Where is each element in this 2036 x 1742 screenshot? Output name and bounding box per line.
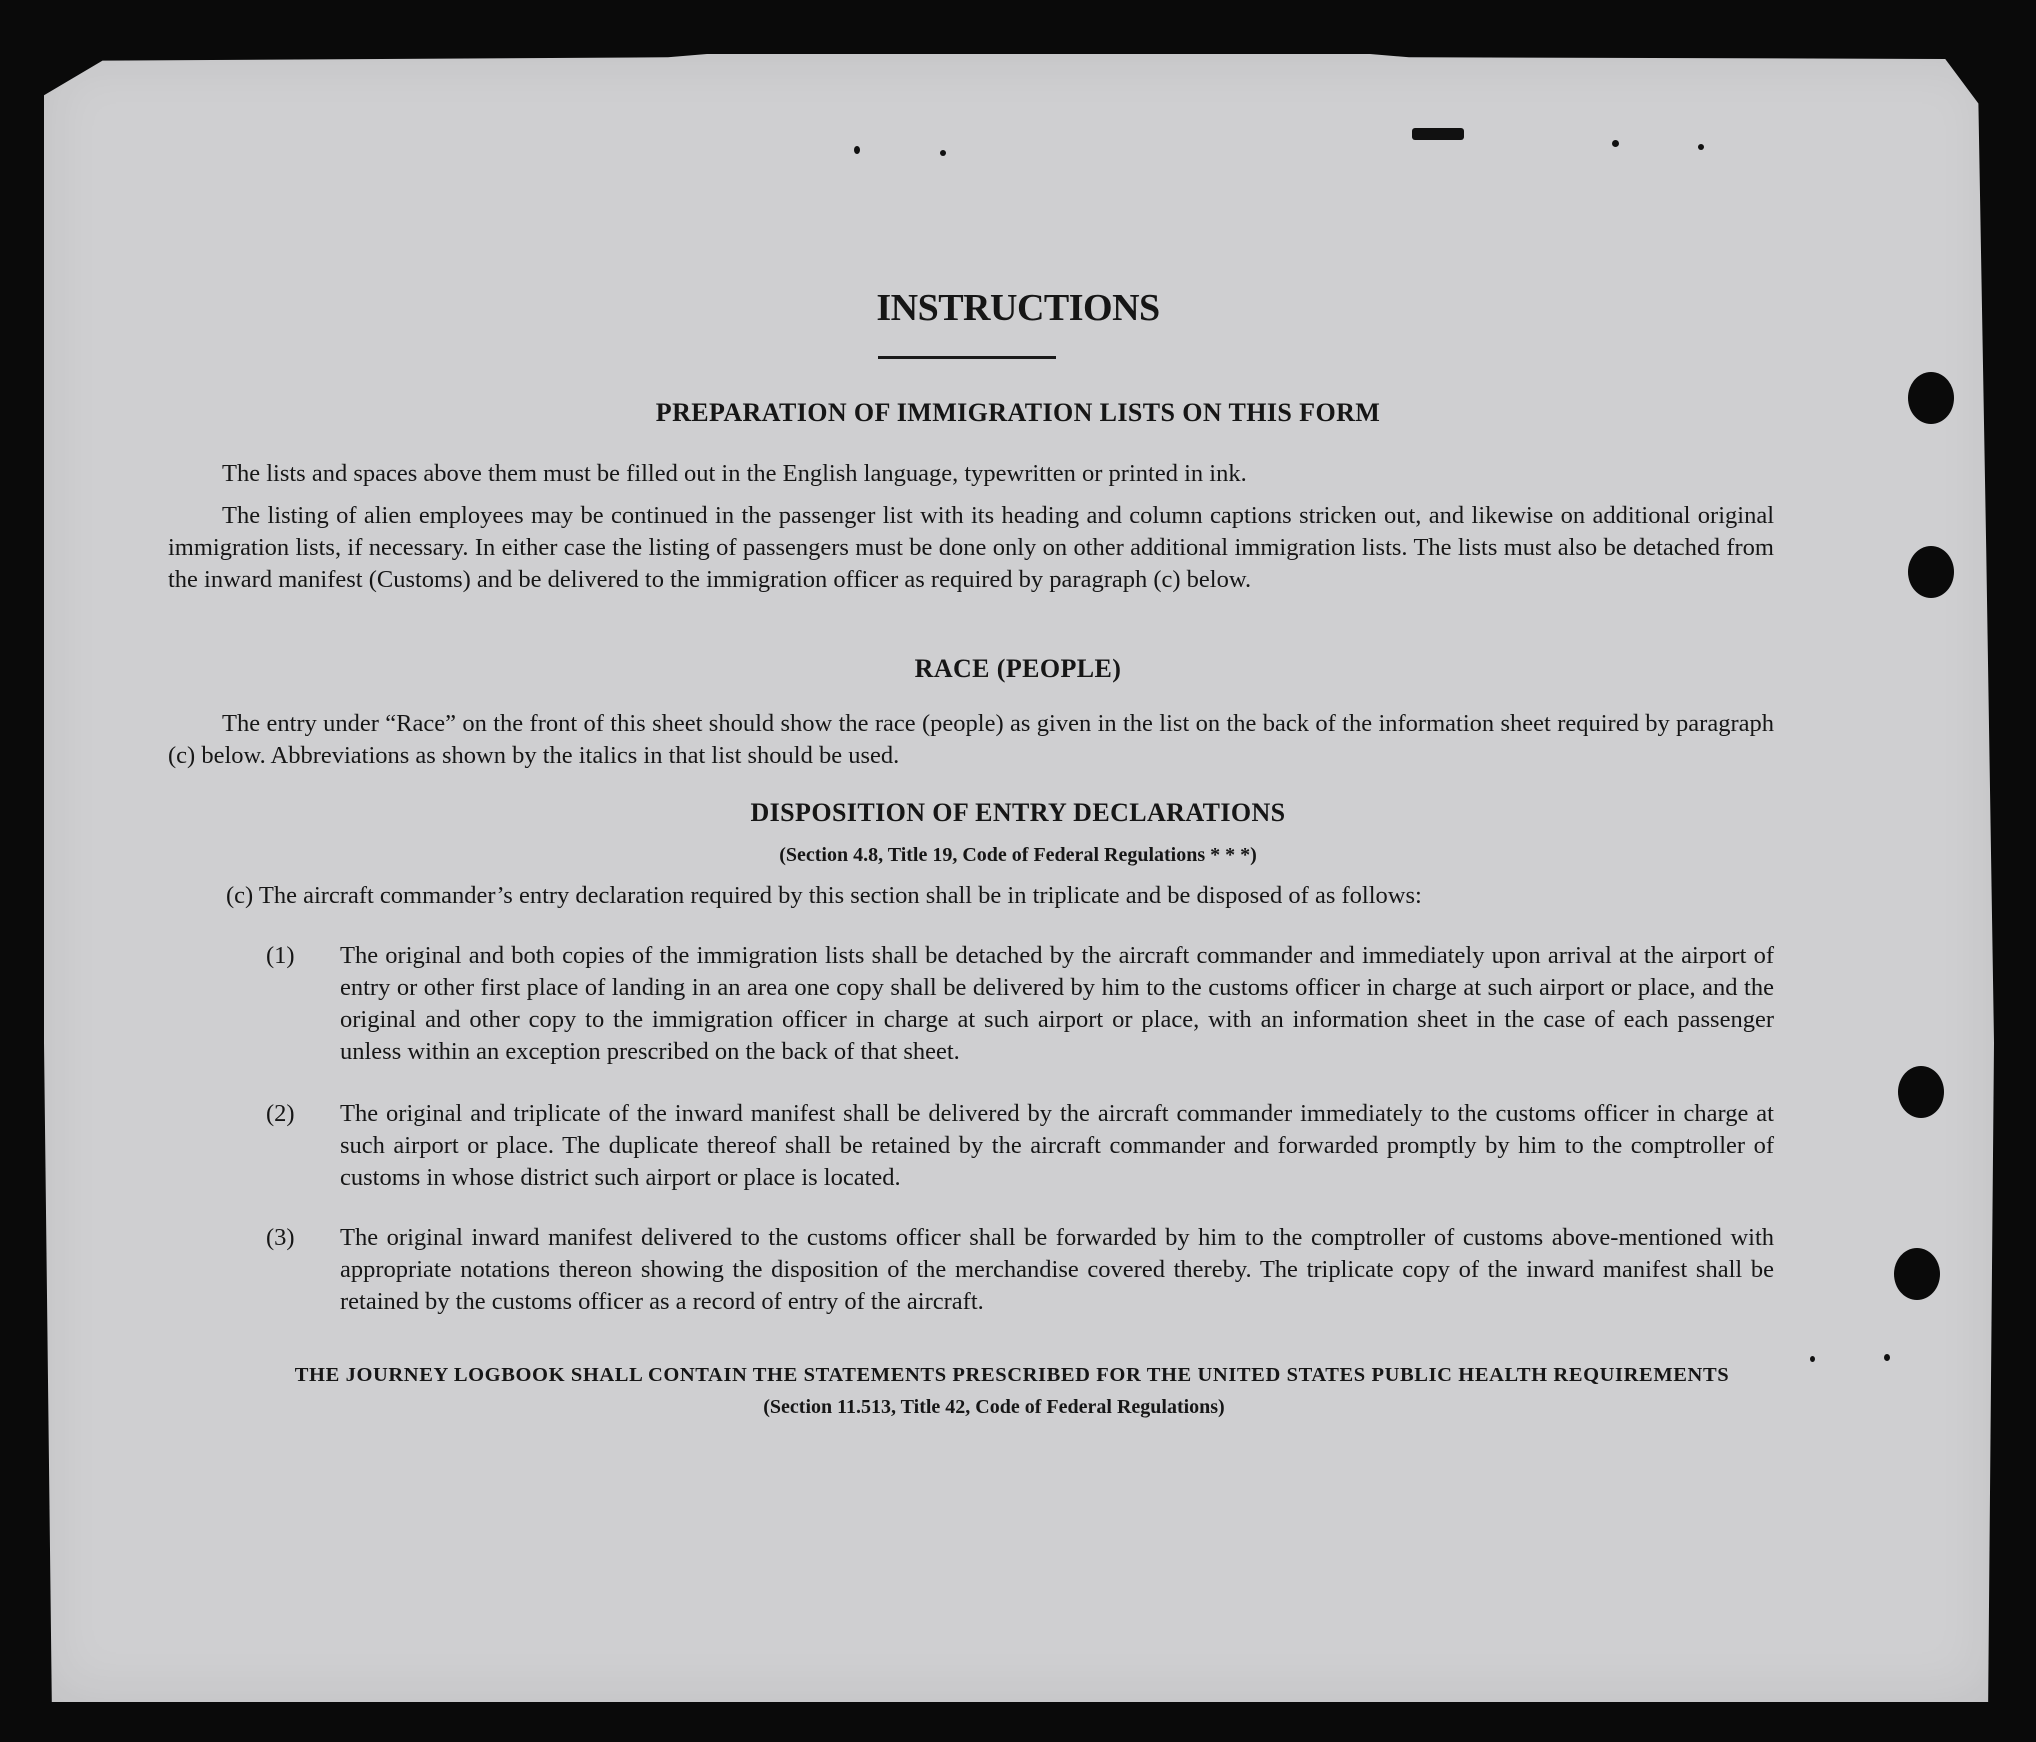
race-heading: RACE (PEOPLE) [914, 654, 1122, 683]
item-text: The original and both copies of the immigration lists shall be detached by the aircraft commander and immediately upon arrival at the airport of entry or other first place of landing in an area one copy shall be delivered by him to the customs officer in charge at such airport or place, and the original and other copy to the immigration officer in charge at such airport or place, with an information sheet in the case of each passenger unless within an exception prescribed on the back of that sheet. [340, 942, 1774, 1065]
item-text: The original inward manifest delivered to the customs officer shall be forwarded by him to the comptroller of customs above-mentioned with appropriate notations thereon showing the disposition of the merchandise covered thereby. The triplicate copy of the inward manifest shall be retained by the customs officer as a record of entry of the aircraft. [340, 1224, 1774, 1315]
scan-speck [940, 150, 946, 156]
scan-speck [1884, 1354, 1890, 1361]
disposition-intro: (c) The aircraft commander’s entry declaration required by this section shall be in triplicate and be disposed of as follows: [226, 882, 1422, 909]
scan-speck [1698, 144, 1704, 150]
item-number: (3) [266, 1224, 295, 1251]
item-number: (2) [266, 1100, 295, 1127]
disposition-heading: DISPOSITION OF ENTRY DECLARATIONS [750, 798, 1286, 827]
scan-speck [1412, 128, 1464, 140]
footer-statement: THE JOURNEY LOGBOOK SHALL CONTAIN THE STATEMENTS PRESCRIBED FOR THE UNITED STATES PUBLIC HEALTH REQUIREMENTS [294, 1364, 1730, 1386]
disposition-item-3 [266, 1222, 1774, 1318]
scan-speck [1612, 140, 1619, 147]
scan-speck [1810, 1356, 1815, 1362]
race-paragraph: The entry under “Race” on the front of this sheet should show the race (people) as given in the list on the back of the information sheet required by paragraph (c) below. Abbreviations as shown by the italics in that list should be used. [168, 710, 1774, 769]
punch-hole [1894, 1248, 1940, 1300]
punch-hole [1898, 1066, 1944, 1118]
page-title: INSTRUCTIONS [876, 287, 1160, 329]
preparation-paragraph-2: The listing of alien employees may be continued in the passenger list with its heading and column captions stricken out, and likewise on additional original immigration lists, if necessary. In either case the listing of passengers must be done only on other additional immigration lists. The lists must also be detached from the inward manifest (Customs) and be delivered to the immigration officer as required by paragraph (c) below. [168, 502, 1774, 593]
scan-speck [854, 146, 860, 154]
footer-citation: (Section 11.513, Title 42, Code of Federal Regulations) [763, 1396, 1225, 1418]
title-underline [878, 356, 1056, 359]
preparation-heading: PREPARATION OF IMMIGRATION LISTS ON THIS FORM [655, 398, 1381, 427]
disposition-item-1 [266, 940, 1774, 1068]
preparation-paragraph-1: The lists and spaces above them must be filled out in the English language, typewritten or printed in ink. [222, 460, 1247, 487]
punch-hole [1908, 546, 1954, 598]
item-number: (1) [266, 942, 295, 969]
disposition-citation: (Section 4.8, Title 19, Code of Federal Regulations * * *) [779, 844, 1257, 866]
item-text: The original and triplicate of the inward manifest shall be delivered by the aircraft commander immediately to the customs officer in charge at such airport or place. The duplicate thereof shall be retained by the aircraft commander and forwarded promptly by him to the comptroller of customs in whose district such airport or place is located. [340, 1100, 1774, 1191]
disposition-item-2 [266, 1098, 1774, 1194]
